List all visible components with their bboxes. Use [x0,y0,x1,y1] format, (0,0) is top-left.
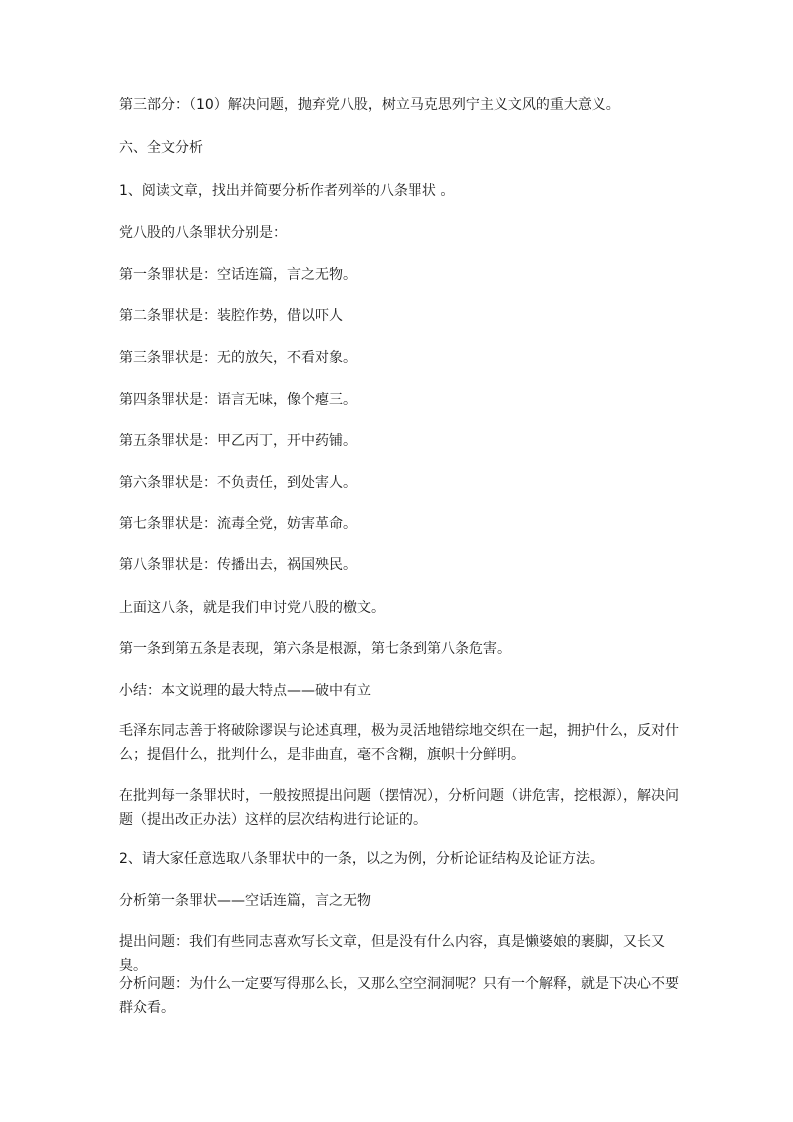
list-item-crime-5: 第五条罪状是：甲乙丙丁，开中药铺。 [119,433,357,449]
paragraph-raise-problem: 提出问题：我们有些同志喜欢写长文章，但是没有什么内容，真是懒婆娘的裹脚，又长又臭。 [119,934,665,974]
section-heading-analysis: 六、全文分析 [119,140,203,156]
list-item-crime-4: 第四条罪状是：语言无味，像个瘪三。 [119,392,357,408]
paragraph-part-three: 第三部分：（10）解决问题，抛弃党八股，树立马克思列宁主义文风的重大意义。 [119,97,620,113]
paragraph-conclusion-title: 小结：本文说理的最大特点——破中有立 [119,683,371,699]
list-item-crime-6: 第六条罪状是：不负责任，到处害人。 [119,475,357,491]
list-item-crime-3: 第三条罪状是：无的放矢，不看对象。 [119,350,357,366]
list-item-crime-2: 第二条罪状是：装腔作势，借以吓人 [119,308,343,324]
paragraph-argument-structure: 在批判每一条罪状时，一般按照提出问题（摆情况），分析问题（讲危害，挖根源），解决问题（提出改正办法）这样的层次结构进行论证的。 [119,788,679,828]
paragraph-eight-crimes-intro: 党八股的八条罪状分别是： [119,225,287,241]
paragraph-analysis-first: 分析第一条罪状——空话连篇，言之无物 [119,893,371,909]
list-item-crime-7: 第七条罪状是：流毒全党，妨害革命。 [119,516,357,532]
list-item-crime-1: 第一条罪状是：空话连篇，言之无物。 [119,267,357,283]
paragraph-summary-eight: 上面这八条，就是我们申讨党八股的檄文。 [119,600,385,616]
list-item-crime-8: 第八条罪状是：传播出去，祸国殃民。 [119,557,357,573]
paragraph-question-two: 2、请大家任意选取八条罪状中的一条，以之为例，分析论证结构及论证方法。 [119,851,604,867]
paragraph-structure-note: 第一条到第五条是表现，第六条是根源，第七条到第八条危害。 [119,641,511,657]
paragraph-question-one: 1、阅读文章，找出并简要分析作者列举的八条罪状 。 [119,183,455,199]
paragraph-analyze-problem: 分析问题：为什么一定要写得那么长，又那么空空洞洞呢？只有一个解释，就是下决心不要群众看。 [119,976,679,1016]
paragraph-conclusion-body: 毛泽东同志善于将破除谬误与论述真理，极为灵活地错综地交织在一起，拥护什么，反对什么；提倡什么，批判什么，是非曲直，毫不含糊，旗帜十分鲜明。 [119,723,679,763]
